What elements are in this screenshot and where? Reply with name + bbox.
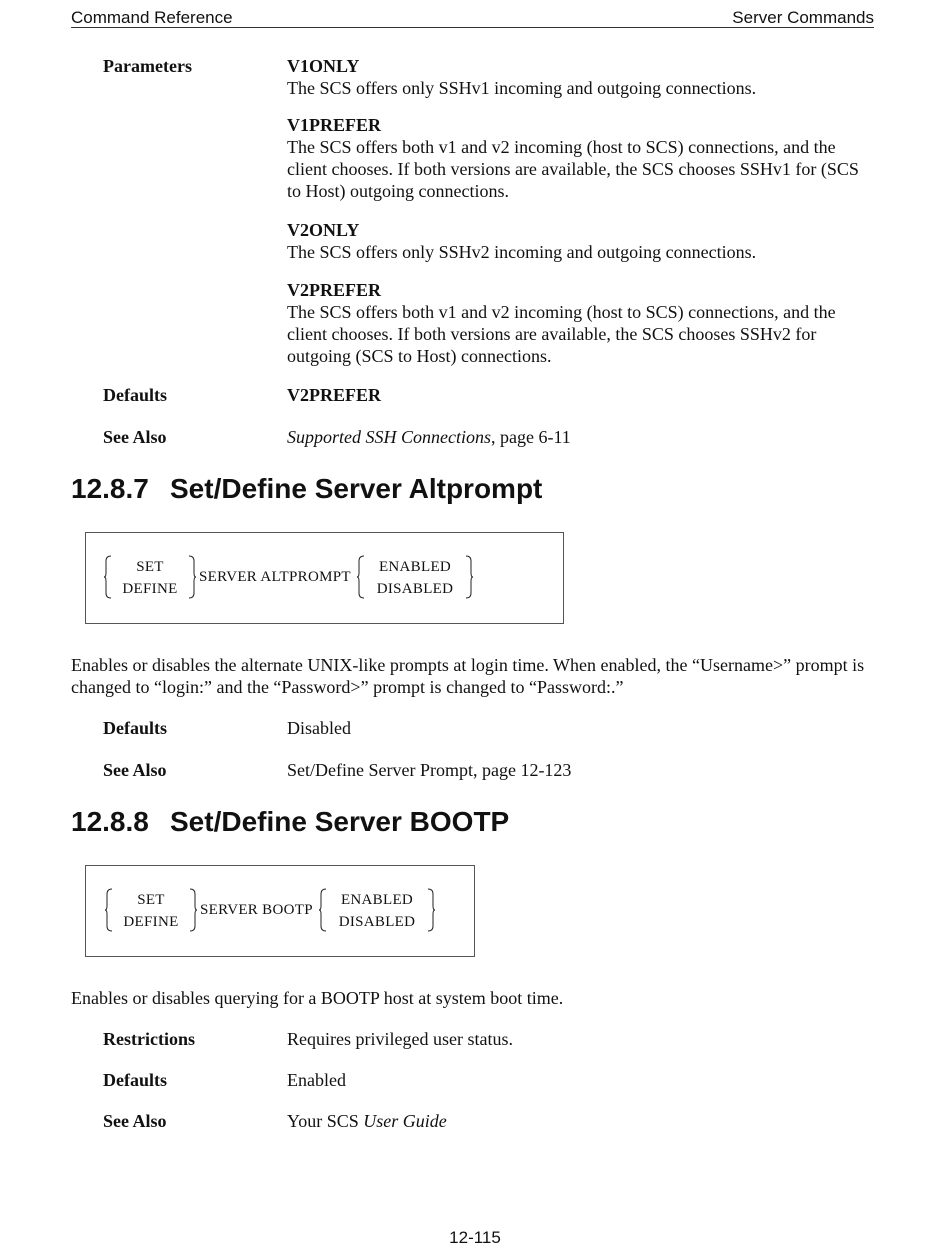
syntax-verbs — [113, 889, 189, 933]
altprompt-description: Enables or disables the alternate UNIX-like prompts at login time. When enabled, the “Username>” prompt is changed to “login:” and the “Password>” prompt is changed to “Password:.” — [71, 655, 865, 697]
altprompt-defaults-value: Disabled — [287, 718, 351, 738]
option-name: V1PREFER — [287, 115, 381, 135]
altprompt-see-also-value: Set/Define Server Prompt, page 12-123 — [287, 760, 572, 780]
option-name: V2PREFER — [287, 280, 381, 300]
option-name: V1ONLY — [287, 56, 360, 76]
see-also-page: , page 6-11 — [491, 427, 571, 447]
see-also-book-title: User Guide — [363, 1111, 447, 1131]
syntax-value-disabled: DISABLED — [376, 581, 454, 597]
right-brace-close-icon — [427, 888, 435, 932]
syntax-values — [365, 556, 465, 600]
bootp-defaults-label: Defaults — [103, 1070, 167, 1090]
section-heading-altprompt — [71, 472, 542, 506]
section-number: 12.8.7 — [71, 473, 149, 504]
syntax-box-bootp — [85, 865, 475, 957]
option-description: The SCS offers only SSHv2 incoming and outgoing connections. — [287, 242, 757, 262]
see-also-value — [287, 426, 877, 448]
bootp-restrictions-value: Requires privileged user status. — [287, 1029, 513, 1049]
option-name: V2ONLY — [287, 220, 360, 240]
syntax-keyword: SERVER ALTPROMPT — [199, 569, 351, 585]
option-v1prefer — [287, 114, 877, 202]
syntax-verb-define: DEFINE — [122, 581, 178, 597]
option-description: The SCS offers both v1 and v2 incoming (host to SCS) connections, and the client chooses. If both versions are available, the SCS chooses SSHv2 for outgoing (SCS to Host) connections. — [287, 302, 836, 366]
bootp-see-also-label: See Also — [103, 1111, 167, 1131]
syntax-values — [327, 889, 427, 933]
section-number: 12.8.8 — [71, 806, 149, 837]
see-also-prefix: Your SCS — [287, 1111, 364, 1131]
left-brace-open-icon — [105, 888, 113, 932]
running-header — [71, 8, 874, 28]
bootp-restrictions-label: Restrictions — [103, 1029, 195, 1049]
bootp-description: Enables or disables querying for a BOOTP host at system boot time. — [71, 988, 564, 1008]
section-title: Set/Define Server BOOTP — [170, 806, 510, 837]
syntax-value-enabled: ENABLED — [378, 559, 452, 575]
altprompt-see-also-label: See Also — [103, 760, 167, 780]
defaults-value: V2PREFER — [287, 385, 381, 405]
syntax-value-disabled: DISABLED — [338, 914, 416, 930]
syntax-verb-set: SET — [136, 559, 164, 575]
left-brace-close-icon — [188, 555, 196, 599]
altprompt-defaults-label: Defaults — [103, 718, 167, 738]
section-heading-bootp — [71, 805, 509, 839]
header-left: Command Reference — [71, 8, 233, 27]
right-brace-open-icon — [357, 555, 365, 599]
syntax-verb-set: SET — [137, 892, 165, 908]
syntax-keyword: SERVER BOOTP — [200, 902, 313, 918]
see-also-link-title: Supported SSH Connections — [287, 427, 491, 447]
option-description: The SCS offers both v1 and v2 incoming (host to SCS) connections, and the client chooses. If both versions are available, the SCS chooses SSHv1 for (SCS to Host) outgoing connections. — [287, 137, 859, 201]
syntax-box-altprompt — [85, 532, 564, 624]
bootp-see-also-value — [287, 1110, 877, 1132]
see-also-label: See Also — [103, 427, 167, 447]
header-right: Server Commands — [732, 8, 874, 27]
section-title: Set/Define Server Altprompt — [170, 473, 543, 504]
syntax-verb-define: DEFINE — [123, 914, 179, 930]
defaults-label: Defaults — [103, 385, 167, 405]
parameters-label: Parameters — [103, 56, 192, 76]
option-v2prefer — [287, 279, 877, 367]
page-number: 12-115 — [449, 1228, 501, 1247]
option-v1only — [287, 55, 877, 99]
syntax-verbs — [112, 556, 188, 600]
option-v2only — [287, 219, 877, 263]
syntax-value-enabled: ENABLED — [340, 892, 414, 908]
right-brace-close-icon — [465, 555, 473, 599]
left-brace-open-icon — [104, 555, 112, 599]
option-description: The SCS offers only SSHv1 incoming and outgoing connections. — [287, 78, 757, 98]
right-brace-open-icon — [319, 888, 327, 932]
left-brace-close-icon — [189, 888, 197, 932]
bootp-defaults-value: Enabled — [287, 1070, 346, 1090]
